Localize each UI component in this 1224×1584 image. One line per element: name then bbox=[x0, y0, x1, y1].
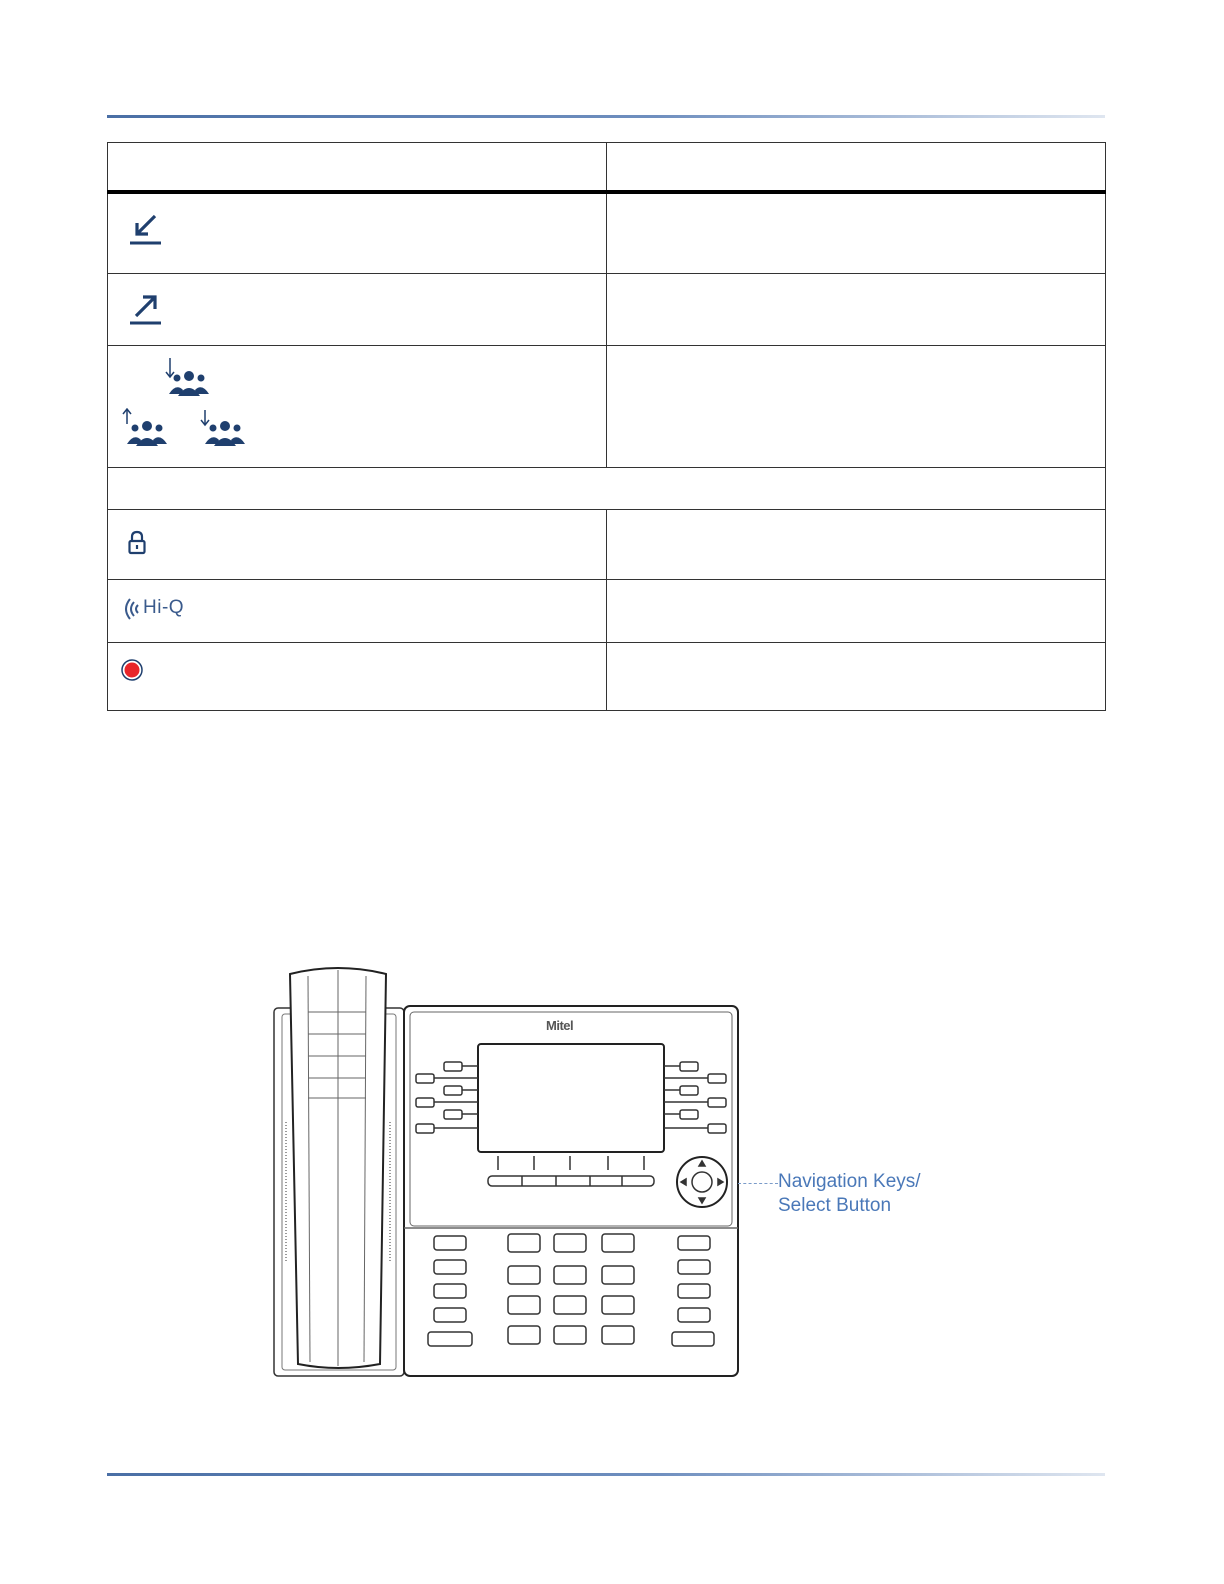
table-header-row bbox=[108, 143, 1106, 193]
record-icon bbox=[120, 658, 144, 687]
table-cell-description bbox=[607, 346, 1106, 468]
table-row bbox=[108, 510, 1106, 580]
incoming-call-arrow-icon bbox=[128, 212, 164, 253]
outgoing-call-arrow-icon bbox=[128, 292, 164, 333]
table-section-row bbox=[108, 468, 1106, 510]
table-cell-icon bbox=[108, 510, 607, 580]
table-section-cell bbox=[108, 468, 1106, 510]
icon-table bbox=[107, 142, 1106, 711]
table-row bbox=[108, 192, 1106, 274]
footer-rule bbox=[107, 1473, 1105, 1476]
callout-line-1: Navigation Keys/ bbox=[778, 1171, 921, 1192]
table-cell-description bbox=[607, 274, 1106, 346]
navigation-keys-callout bbox=[778, 1170, 921, 1218]
header-rule bbox=[107, 115, 1105, 118]
table-cell-icon bbox=[108, 192, 607, 274]
table-cell-icon bbox=[108, 274, 607, 346]
lock-icon bbox=[127, 530, 147, 561]
table-header-cell-icon bbox=[108, 143, 607, 193]
table-row bbox=[108, 643, 1106, 711]
table-cell-description bbox=[607, 192, 1106, 274]
table-header-cell-description bbox=[607, 143, 1106, 193]
callout-line-2: Select Button bbox=[778, 1195, 892, 1216]
table-row bbox=[108, 580, 1106, 643]
table-cell-description bbox=[607, 643, 1106, 711]
hi-q-label: Hi-Q bbox=[143, 597, 185, 618]
conference-mixed-icon bbox=[200, 408, 250, 457]
conference-outgoing-icon bbox=[122, 408, 172, 457]
table-cell-icon bbox=[108, 643, 607, 711]
table-cell-description bbox=[607, 510, 1106, 580]
hi-q-waves-icon bbox=[120, 596, 142, 627]
phone-logo: Mitel bbox=[546, 1018, 574, 1033]
table-cell-icon bbox=[108, 346, 607, 468]
table-row bbox=[108, 346, 1106, 468]
table-row bbox=[108, 274, 1106, 346]
table-cell-icon bbox=[108, 580, 607, 643]
callout-leader-line bbox=[738, 1183, 778, 1184]
phone-illustration bbox=[268, 962, 748, 1382]
table-cell-description bbox=[607, 580, 1106, 643]
conference-incoming-icon bbox=[164, 358, 214, 407]
